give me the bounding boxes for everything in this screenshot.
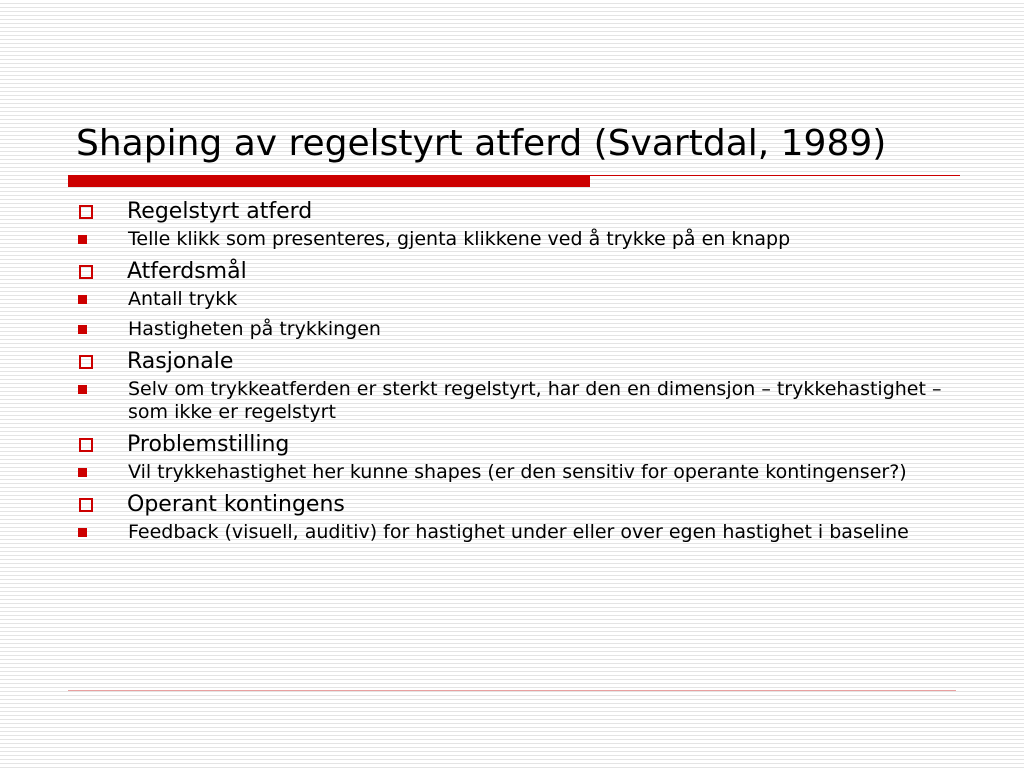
title-accent-bar: [68, 175, 590, 187]
filled-square-bullet-icon: [78, 468, 87, 477]
bullet-section: [76, 258, 956, 341]
section-heading: Operant kontingens: [127, 492, 345, 517]
filled-square-bullet-icon: [78, 528, 87, 537]
section-heading: Problemstilling: [127, 432, 290, 457]
section-heading: Rasjonale: [127, 349, 234, 374]
sub-bullet-list: [127, 378, 956, 424]
slide-title: Shaping av regelstyrt atferd (Svartdal, 1989): [76, 123, 887, 164]
sub-bullet-text: Telle klikk som presenteres, gjenta klikkene ved å trykke på en knapp: [128, 228, 791, 250]
bullet-section: [76, 491, 956, 544]
sub-bullet-text: Vil trykkehastighet her kunne shapes (er den sensitiv for operante kontingenser?): [128, 461, 907, 483]
sub-bullet-list: [127, 461, 956, 484]
filled-square-bullet-icon: [78, 295, 87, 304]
section-heading: Atferdsmål: [127, 259, 247, 284]
sub-bullet-list: [127, 228, 956, 251]
title-divider-line: [590, 175, 960, 176]
bullet-section: [76, 348, 956, 424]
hollow-square-bullet-icon: [79, 205, 93, 219]
hollow-square-bullet-icon: [79, 498, 93, 512]
filled-square-bullet-icon: [78, 235, 87, 244]
filled-square-bullet-icon: [78, 325, 87, 334]
bullet-section: [76, 431, 956, 484]
sub-bullet-item: [78, 521, 956, 544]
sub-bullet-item: [78, 288, 956, 311]
sub-bullet-text: Selv om trykkeatferden er sterkt regelstyrt, har den en dimensjon – trykkehastighet – som ikke er regelstyrt: [128, 378, 942, 423]
hollow-square-bullet-icon: [79, 438, 93, 452]
sub-bullet-item: [78, 228, 956, 251]
sub-bullet-item: [78, 461, 956, 484]
sub-bullet-item: [78, 318, 956, 341]
hollow-square-bullet-icon: [79, 355, 93, 369]
sub-bullet-list: [127, 521, 956, 544]
sub-bullet-item: [78, 378, 956, 424]
bullet-list: [76, 198, 956, 551]
section-heading: Regelstyrt atferd: [127, 199, 313, 224]
bullet-section: [76, 198, 956, 251]
filled-square-bullet-icon: [78, 385, 87, 394]
sub-bullet-text: Feedback (visuell, auditiv) for hastighet under eller over egen hastighet i baseline: [128, 521, 909, 543]
sub-bullet-list: [127, 288, 956, 341]
sub-bullet-text: Antall trykk: [128, 288, 238, 310]
hollow-square-bullet-icon: [79, 265, 93, 279]
sub-bullet-text: Hastigheten på trykkingen: [128, 318, 381, 340]
footer-divider-line: [68, 690, 956, 691]
